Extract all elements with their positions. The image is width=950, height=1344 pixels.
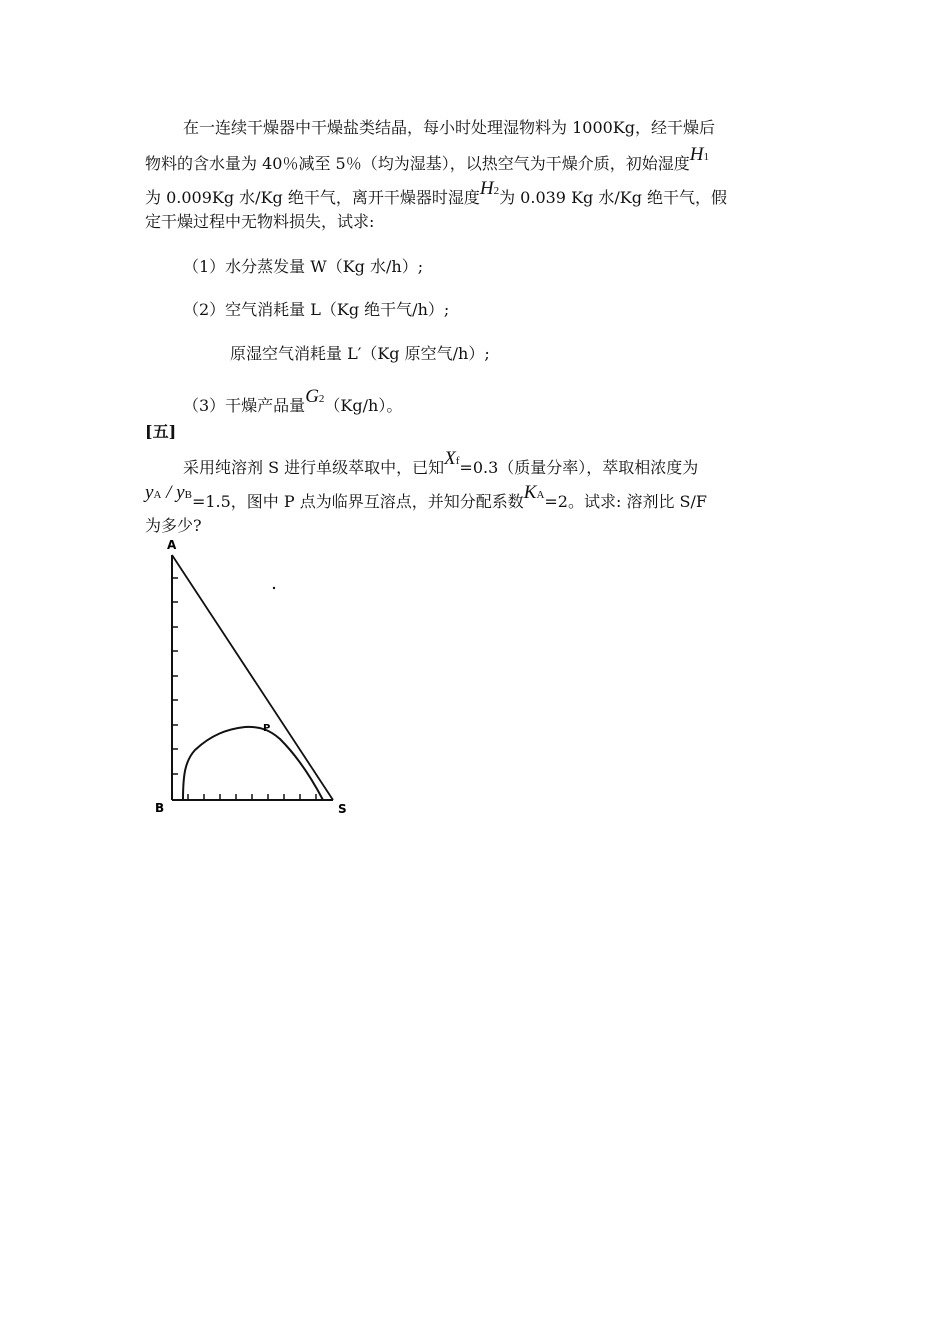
p4-question-2b: 原湿空气消耗量 L′（Kg 原空气/h）; (230, 344, 490, 363)
h1-symbol: H (689, 144, 704, 165)
g2-subscript: 2 (318, 393, 325, 405)
p5-line-3: 为多少? (145, 516, 202, 535)
hypotenuse-as (172, 555, 333, 800)
p5-line-2b: =2。试求: 溶剂比 S/F (544, 492, 707, 511)
p4-question-3b: （Kg/h）。 (324, 396, 403, 415)
label-s: S (338, 802, 347, 816)
p5-line-1a: 采用纯溶剂 S 进行单级萃取中，已知 (183, 458, 445, 477)
ya-subscript: A (153, 489, 162, 501)
p4-line-2 (145, 144, 709, 178)
ratio-slash: / (161, 482, 177, 503)
p4-line-3 (145, 178, 728, 212)
p4-question-3 (183, 386, 403, 420)
p5-line-2a: =1.5，图中 P 点为临界互溶点，并知分配系数 (191, 492, 524, 511)
solubility-curve (183, 727, 323, 800)
p5-line-1b: =0.3（质量分率），萃取相浓度为 (459, 458, 699, 477)
label-a: A (167, 538, 177, 552)
xf-subscript: f (455, 455, 460, 467)
label-b: B (155, 801, 165, 815)
ya-symbol: y (145, 482, 154, 503)
p4-line-3b: 为 0.039 Kg 水/Kg 绝干气，假 (499, 188, 728, 207)
stray-dot (273, 587, 275, 589)
p5-line-1 (183, 448, 699, 482)
yb-symbol: y (176, 482, 185, 503)
p5-line-2 (145, 482, 707, 516)
ternary-diagram (145, 535, 375, 825)
h1-subscript: 1 (703, 151, 709, 163)
p4-question-2: （2）空气消耗量 L（Kg 绝干气/h）; (183, 300, 450, 319)
p4-line-3a: 为 0.009Kg 水/Kg 绝干气，离开干燥器时湿度 (145, 188, 480, 207)
xf-symbol: X (444, 448, 456, 469)
p4-line-2-text: 物料的含水量为 40％减至 5％（均为湿基），以热空气为干燥介质，初始湿度 (145, 154, 690, 173)
p4-question-3a: （3）干燥产品量 (183, 396, 306, 415)
g2-symbol: G (305, 386, 319, 407)
h2-subscript: 2 (493, 185, 500, 197)
ka-subscript: A (536, 489, 545, 501)
yb-subscript: B (184, 489, 192, 501)
p4-line-4: 定干燥过程中无物料损失，试求: (145, 212, 375, 231)
h2-symbol: H (479, 178, 494, 199)
p4-line-1: 在一连续干燥器中干燥盐类结晶，每小时处理湿物料为 1000Kg，经干燥后 (183, 118, 716, 137)
p4-question-1: （1）水分蒸发量 W（Kg 水/h）; (183, 257, 424, 276)
p5-header: [五] (145, 422, 177, 441)
ka-symbol: K (523, 482, 537, 503)
label-p: P (263, 723, 271, 734)
